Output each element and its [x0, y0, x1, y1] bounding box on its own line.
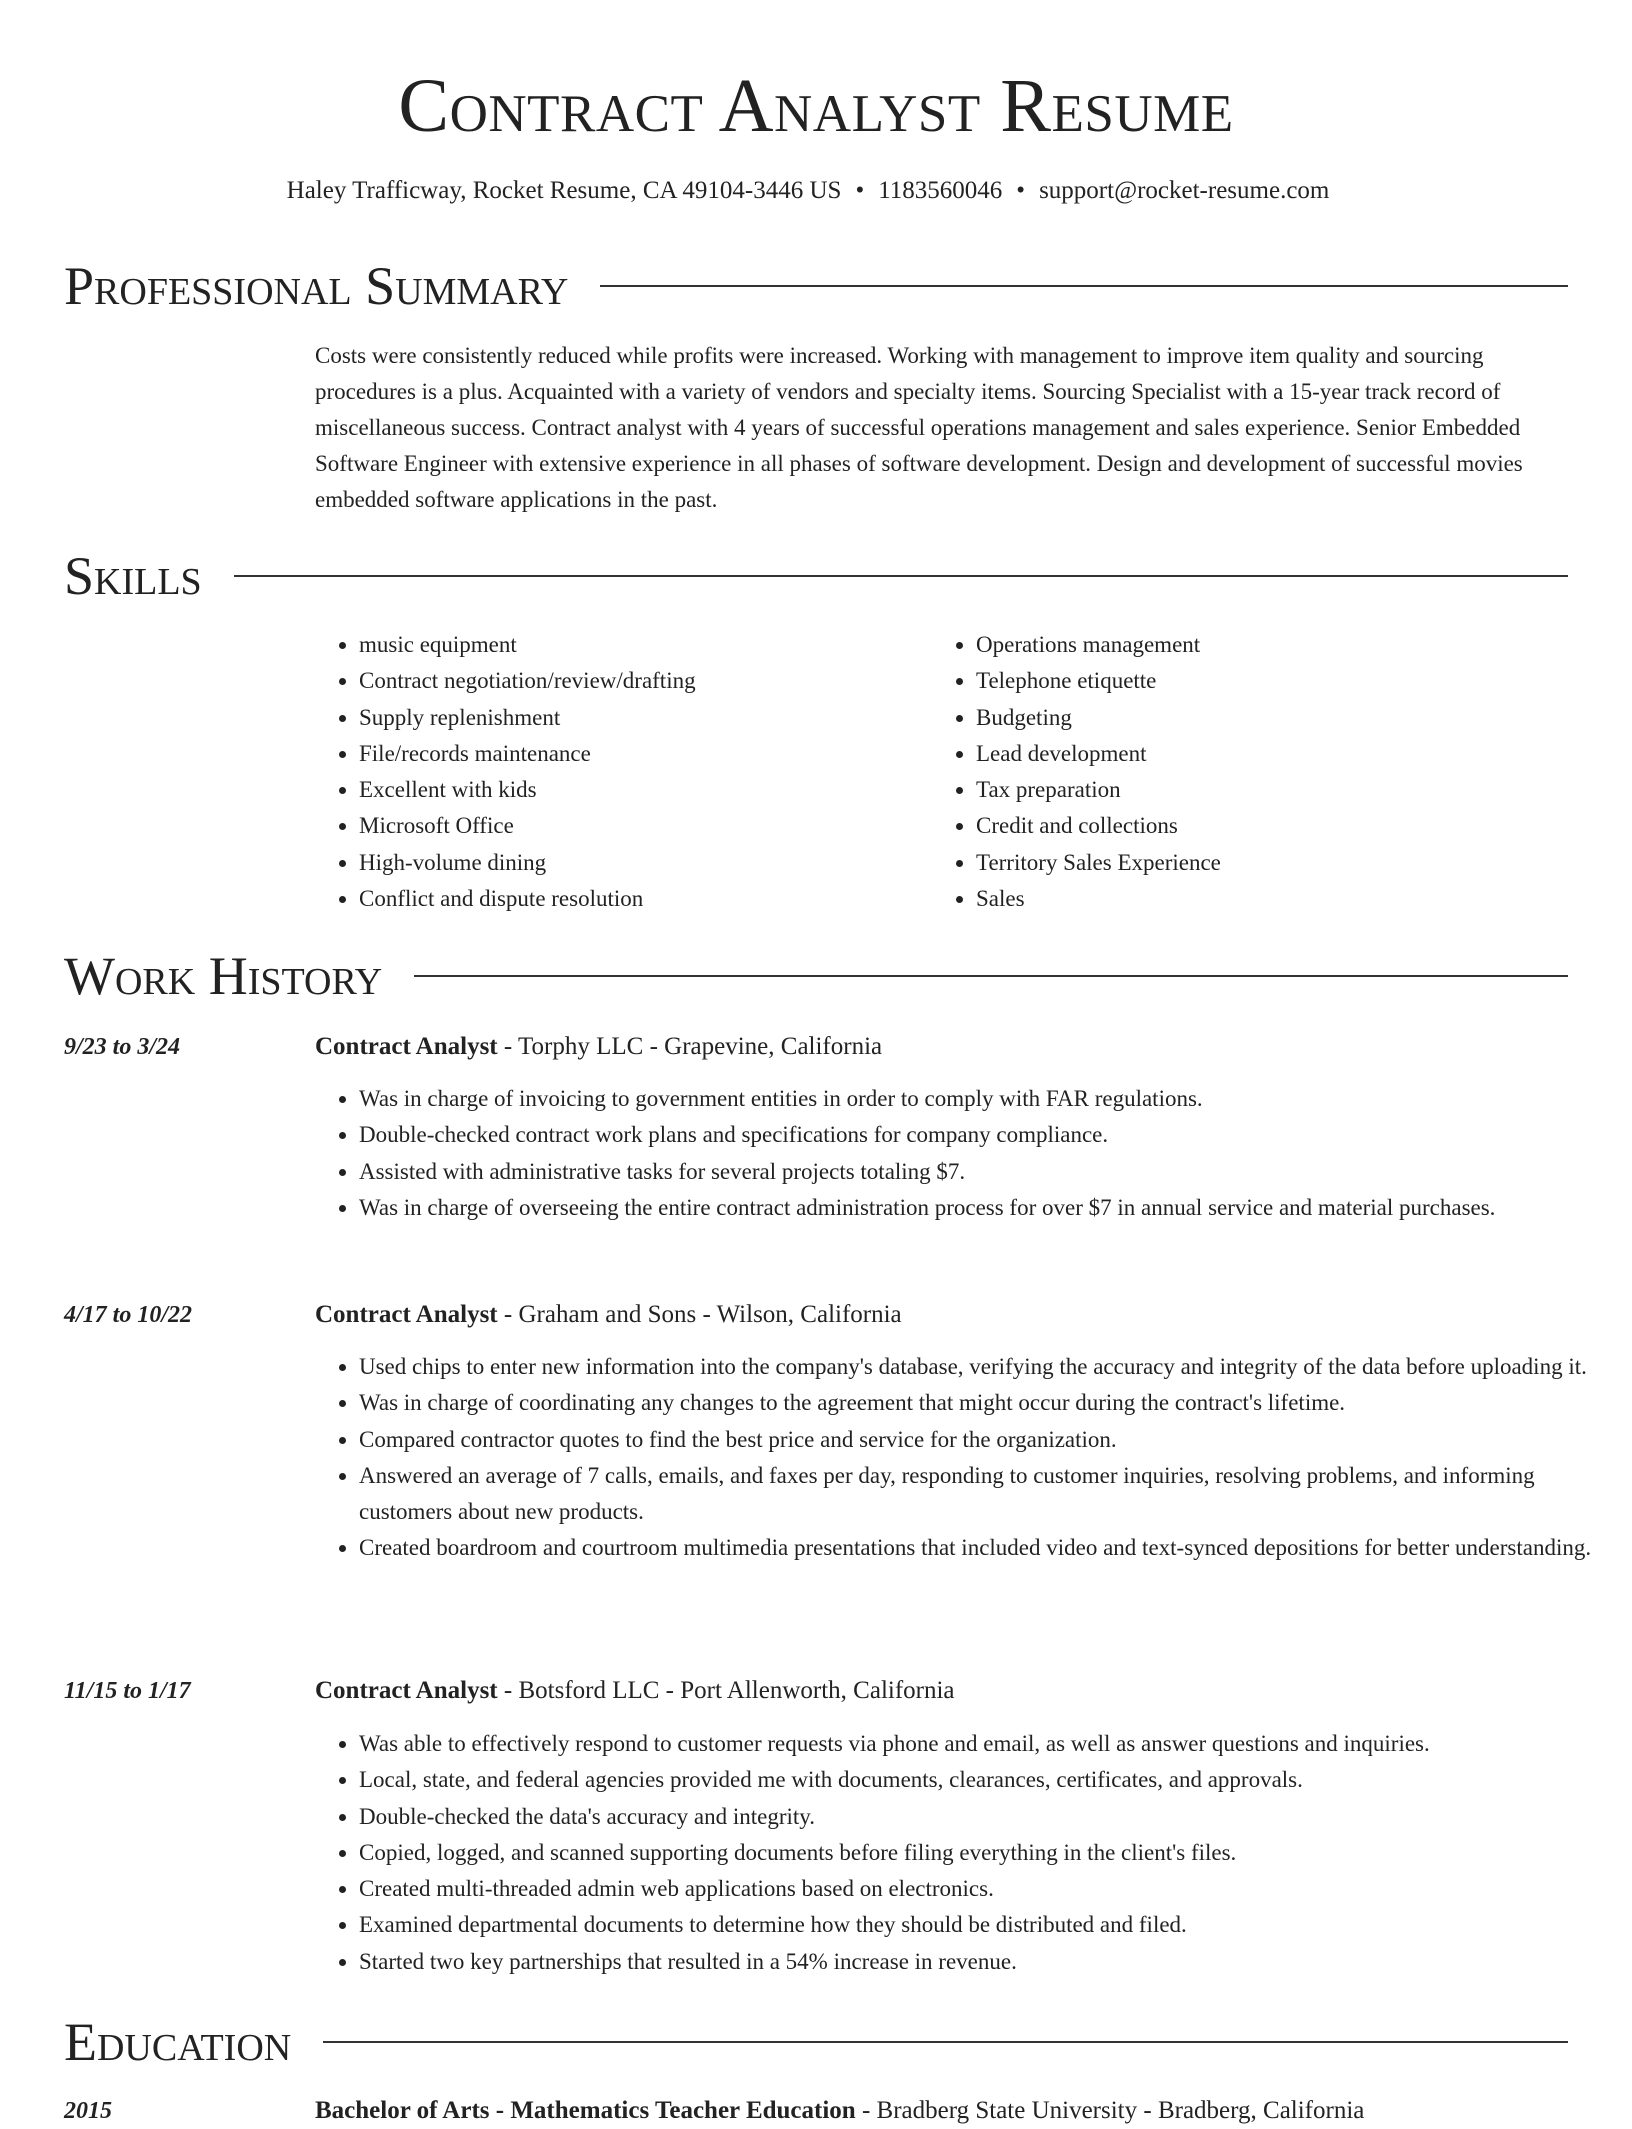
job-bullets	[315, 1081, 1614, 1226]
skill-item: • Contract negotiation/review/drafting	[359, 663, 919, 699]
summary-heading: Professional Summary	[64, 256, 569, 316]
skill-item: • Conflict and dispute resolution	[359, 881, 919, 917]
education-school: - Bradberg State University - Bradberg, California	[855, 2097, 1365, 2124]
skills-list-right	[932, 627, 1536, 917]
section-divider	[600, 285, 1568, 287]
skill-item: • Operations management	[976, 627, 1536, 663]
job-bullet: • Started two key partnerships that resulted in a 54% increase in revenue.	[359, 1944, 1614, 1980]
section-divider	[414, 975, 1568, 977]
section-divider	[234, 575, 1568, 577]
contact-separator: •	[1016, 177, 1026, 204]
job-employer: - Botsford LLC - Port Allenworth, California	[497, 1677, 955, 1704]
job-bullet: • Was able to effectively respond to customer requests via phone and email, as well as answer questions and inquiries.	[359, 1726, 1614, 1762]
job-title: Contract Analyst	[315, 1033, 498, 1060]
job-bullet: • Examined departmental documents to determine how they should be distributed and filed.	[359, 1907, 1614, 1943]
education-date: 2015	[64, 2098, 112, 2124]
education-line	[315, 2093, 1570, 2129]
job-bullet: • Answered an average of 7 calls, emails, and faxes per day, responding to customer inquiries, resolving problems, and informing customers about new products.	[359, 1458, 1614, 1531]
skill-item: • Credit and collections	[976, 808, 1536, 844]
job-bullet: • Compared contractor quotes to find the best price and service for the organization.	[359, 1422, 1614, 1458]
job-title: Contract Analyst	[315, 1301, 498, 1328]
resume-title: Contract Analyst Resume	[398, 64, 1234, 148]
skill-item: • File/records maintenance	[359, 736, 919, 772]
job-bullet: • Was in charge of coordinating any changes to the agreement that might occur during the contract's lifetime.	[359, 1385, 1614, 1421]
job-dates: 4/17 to 10/22	[64, 1302, 193, 1328]
skill-item: • Sales	[976, 881, 1536, 917]
skill-item: • High-volume dining	[359, 845, 919, 881]
job-bullet: • Double-checked contract work plans and specifications for company compliance.	[359, 1117, 1614, 1153]
skill-item: • Territory Sales Experience	[976, 845, 1536, 881]
job-dates: 9/23 to 3/24	[64, 1034, 181, 1060]
job-bullet: • Double-checked the data's accuracy and integrity.	[359, 1799, 1614, 1835]
education-section-header	[64, 2012, 1568, 2072]
work-section-header	[64, 946, 1568, 1006]
job-bullet: • Copied, logged, and scanned supporting documents before filing everything in the client's files.	[359, 1835, 1614, 1871]
job-employer: - Graham and Sons - Wilson, California	[497, 1301, 902, 1328]
work-heading: Work History	[64, 946, 383, 1006]
skill-item: • Budgeting	[976, 700, 1536, 736]
contact-line	[0, 174, 1616, 208]
job-bullet: • Was in charge of overseeing the entire contract administration process for over $7 in annual service and material purchases.	[359, 1190, 1614, 1226]
skills-section-header	[64, 546, 1568, 606]
skill-item: • Microsoft Office	[359, 808, 919, 844]
job-bullets	[315, 1349, 1614, 1567]
contact-email[interactable]: support@rocket-resume.com	[1039, 177, 1330, 204]
summary-text: Costs were consistently reduced while profits were increased. Working with management to improve item quality and sourcing procedures is a plus. Acquainted with a variety of vendors and specialty items. Sourcing Specialist with a 15-year track record of miscellaneous success. Contract analyst with 4 years of successful operations management and sales experience. Senior Embedded Software Engineer with extensive experience in all phases of software development. Design and development of successful movies embedded software applications in the past.	[315, 343, 1523, 512]
skills-list-left	[315, 627, 919, 917]
job-bullet: • Created multi-threaded admin web applications based on electronics.	[359, 1871, 1614, 1907]
job-bullets	[315, 1726, 1614, 1980]
skill-item: • Excellent with kids	[359, 772, 919, 808]
job-bullet: • Used chips to enter new information into the company's database, verifying the accuracy and integrity of the data before uploading it.	[359, 1349, 1614, 1385]
job-title: Contract Analyst	[315, 1677, 498, 1704]
job-employer: - Torphy LLC - Grapevine, California	[497, 1033, 883, 1060]
job-title-line	[315, 1297, 1570, 1333]
job-bullet: • Assisted with administrative tasks for several projects totaling $7.	[359, 1154, 1614, 1190]
section-divider	[323, 2041, 1568, 2043]
skill-item: • Supply replenishment	[359, 700, 919, 736]
job-bullet: • Created boardroom and courtroom multimedia presentations that included video and text-synced depositions for better understanding.	[359, 1530, 1614, 1566]
job-bullet: • Was in charge of invoicing to government entities in order to comply with FAR regulations.	[359, 1081, 1614, 1117]
skill-item: • Lead development	[976, 736, 1536, 772]
education-degree: Bachelor of Arts - Mathematics Teacher Education	[315, 2097, 856, 2124]
contact-phone: 1183560046	[878, 177, 1003, 204]
skills-heading: Skills	[64, 546, 202, 606]
summary-section-header	[64, 256, 1568, 316]
skill-item: • music equipment	[359, 627, 919, 663]
skill-item: • Telephone etiquette	[976, 663, 1536, 699]
contact-separator: •	[855, 177, 865, 204]
job-bullet: • Local, state, and federal agencies provided me with documents, clearances, certificates, and approvals.	[359, 1762, 1614, 1798]
skill-item: • Tax preparation	[976, 772, 1536, 808]
contact-address: Haley Trafficway, Rocket Resume, CA 49104-3446 US	[286, 177, 842, 204]
job-title-line	[315, 1029, 1570, 1065]
job-dates: 11/15 to 1/17	[64, 1678, 191, 1704]
job-title-line	[315, 1673, 1570, 1709]
education-heading: Education	[64, 2012, 292, 2072]
